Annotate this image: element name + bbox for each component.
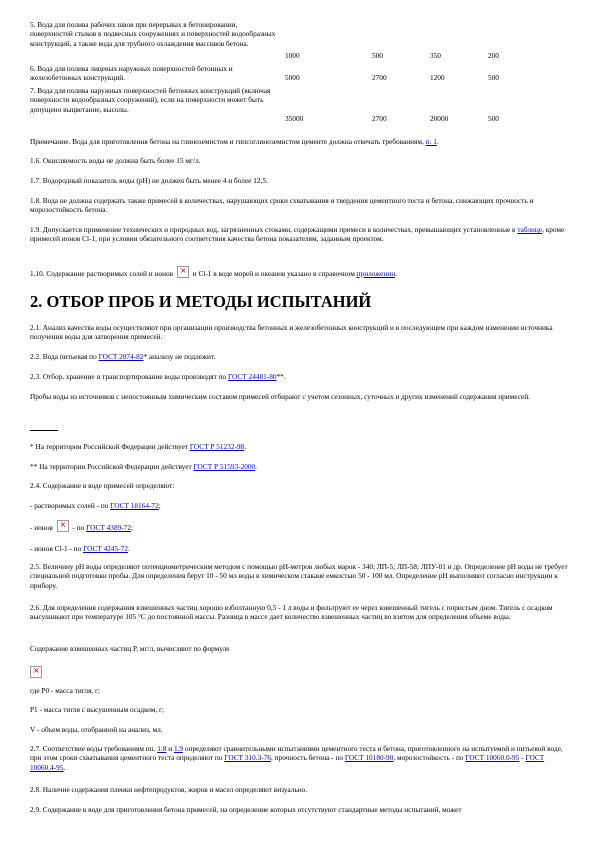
- link-appendix[interactable]: приложении: [356, 269, 396, 278]
- link-gost-r-51593[interactable]: ГОСТ Р 51593-2000: [193, 462, 256, 471]
- formula-where-p0: где P0 - масса тигля, г;: [30, 686, 101, 695]
- link-p1-8[interactable]: 1.8: [157, 744, 167, 753]
- link-p1-9[interactable]: 1.9: [173, 744, 184, 753]
- table-cell-value: 2700: [372, 73, 387, 82]
- table-cell-description: 7. Вода для полива наружных поверхностей бетонных конструкций (включая поверхности водообразных сооружений), если на поверхности может быть допущено выцветание, высолы.: [30, 86, 271, 114]
- paragraph-1-6: 1.6. Окисляемость воды не должна быть более 15 мг/л.: [30, 156, 201, 165]
- formula-where-p1: P1 - масса тигля с высушенным осадком, г;: [30, 705, 165, 714]
- link-gost-10180[interactable]: ГОСТ 10180-90: [344, 753, 394, 763]
- paragraph-1-9: 1.9. Допускается применение технических и природных вод, загрязненных стоками, содержащими примеси в количествах, превышающих установленные в таблице, кроме примесей ионов Cl-1, при условии обязательного соответствия качества бетона показателям, заданным проектом.: [30, 225, 565, 244]
- paragraph-1-8: 1.8. Вода не должна содержать также примесей в количествах, нарушающих сроки схватывания и твердения цементного теста и бетона, снижающих прочность и морозостойкость бетона.: [30, 196, 534, 215]
- paragraph-2-8: 2.8. Наличие содержания пленки нефтепродуктов, жиров и масел определяют визуально.: [30, 785, 308, 794]
- formula-where-v: V - объем воды, отобранной на анализ, мл.: [30, 725, 163, 734]
- paragraph-1-7: 1.7. Водородный показатель воды (рН) не должен быть менее 4 и более 12,5.: [30, 176, 268, 185]
- broken-image-icon: [30, 666, 42, 678]
- broken-image-icon: [177, 266, 189, 278]
- table-cell-value: 2700: [372, 114, 387, 123]
- table-cell-value: 500: [488, 114, 499, 123]
- broken-image-icon: [57, 520, 69, 532]
- paragraph-2-9: 2.9. Содержание в воде для приготовления бетона примесей, на определение которых отсутствуют стандартные методы испытаний, может: [30, 805, 462, 814]
- table-cell-description: 5. Вода для полива рабочих швов при перерывах в бетонировании, поверхностей стыков в подвесных сооружениях и поверхностей водообразных конструкций, а также вода для трубного охлаждения массивов бетона.: [30, 20, 276, 48]
- footnote-1: * На территории Российской Федерации действует ГОСТ Р 51232-98.: [30, 442, 247, 451]
- table-row: [30, 86, 570, 124]
- table-cell-value: 1000: [285, 51, 300, 60]
- table-cell-description: 6. Вода для полива лицевых наружных поверхностей бетонных и железобетонных конструкций.: [30, 64, 233, 83]
- link-gost-2874[interactable]: ГОСТ 2874-82: [98, 352, 144, 361]
- link-gost-24481[interactable]: ГОСТ 24481-80: [228, 372, 277, 381]
- table-cell-value: 200: [488, 51, 499, 60]
- paragraph-2-4: 2.4. Содержание в воде примесей определяют:: [30, 481, 175, 490]
- link-gost-10060-4[interactable]: ГОСТ 10060.4-95: [30, 753, 545, 772]
- footnote-divider: [30, 430, 58, 431]
- paragraph-1-10: 1.10. Содержание растворимых солей и ионов × и Cl-1 в воде морей и океанов указано в справочном приложении.: [30, 266, 570, 278]
- list-item: - ионов Cl-1 - по ГОСТ 4245-72.: [30, 544, 130, 553]
- link-gost-310-3[interactable]: ГОСТ 310.3-76: [224, 753, 271, 763]
- link-gost-10060-0[interactable]: ГОСТ 10060.0-95: [465, 753, 520, 763]
- link-table[interactable]: таблице: [517, 225, 543, 234]
- link-gost-4389[interactable]: ГОСТ 4389-72: [86, 523, 131, 532]
- list-item: - ионов × - по ГОСТ 4389-72;: [30, 520, 570, 532]
- paragraph-2-1: 2.1. Анализ качества воды осуществляют при организации производства бетонных и железобетонных конструкций и в последующем при каждом изменении источника получения воды для затворения примесей.: [30, 323, 553, 342]
- formula-intro: Содержание взвешенных частиц P, мг/л, вычисляют по формуле: [30, 644, 230, 653]
- footnote-2: ** На территории Российской Федерации действует ГОСТ Р 51593-2000.: [30, 462, 257, 471]
- link-gost-r-51232[interactable]: ГОСТ Р 51232-98: [189, 442, 245, 451]
- link-p1[interactable]: п. 1: [425, 137, 437, 146]
- paragraph-2-7: 2.7. Соответствие воды требованиям пп. 1.8 и 1.9 определяют сравнительными испытаниями цементного теста и бетона, приготовленного на испытуемой и питьевой воде, при этом сроки схватывания цементного теста определяют по ГОСТ 310.3-76, прочность бетона - по ГОСТ 10180-90, морозостойкость - по ГОСТ 10060.0-95 - ГОСТ 10060.4-95.: [30, 744, 563, 772]
- table-row: [30, 20, 570, 62]
- link-gost-4245[interactable]: ГОСТ 4245-72: [83, 544, 128, 553]
- paragraph-2-3-samples: Пробы воды из источников с непостоянным химическим составом примесей отбирают с учетом сезонных, суточных и других изменений содержания примесей.: [30, 392, 531, 401]
- link-gost-18164[interactable]: ГОСТ 18164-72: [110, 501, 159, 510]
- table-cell-value: 500: [488, 73, 499, 82]
- paragraph-2-5: 2.5. Величину рН воды определяют потенциометрическим методом с помощью рН-метров любых марок - 340; ЛП-5; ЛП-58; ЛПУ-01 и др. Определение рН воды не требует специальной подготовки пробы. Для определения берут 10 - 50 мл воды в химическом стакане емкостью 50 - 100 мл. Определение рН выполняют согласно инструкции к прибору.: [30, 562, 568, 590]
- list-item: - растворимых солей - по ГОСТ 18164-72;: [30, 501, 161, 510]
- paragraph-2-6: 2.6. Для определения содержания взвешенных частиц хорошо взболтанную 0,5 - 1 л воды и фильтруют ее через взвешенный тигель с пористым дном. Тигель с осадком высушивают при температуре 105 °С до постоянной массы. Разница в массе дает количество взвешенных частиц во взятом для определения объеме воды.: [30, 603, 553, 622]
- table-cell-value: 1200: [430, 73, 445, 82]
- paragraph-2-2: 2.2. Вода питьевая по ГОСТ 2874-82* анализу не подлежит.: [30, 352, 216, 361]
- table-cell-value: 35000: [285, 114, 304, 123]
- paragraph-2-3: 2.3. Отбор, хранение и транспортирование воды производят по ГОСТ 24481-80**.: [30, 372, 286, 381]
- note-paragraph: Примечание. Вода для приготовления бетона на глиноземистом и гипсоглиноземистом цементе должна отвечать требованиям, п. 1.: [30, 137, 439, 146]
- table-cell-value: 350: [430, 51, 441, 60]
- table-cell-value: 5000: [285, 73, 300, 82]
- section-heading: 2. ОТБОР ПРОБ И МЕТОДЫ ИСПЫТАНИЙ: [30, 292, 372, 311]
- table-cell-value: 20000: [430, 114, 449, 123]
- formula-image: [30, 666, 42, 678]
- table-cell-value: 500: [372, 51, 383, 60]
- table-row: [30, 64, 570, 84]
